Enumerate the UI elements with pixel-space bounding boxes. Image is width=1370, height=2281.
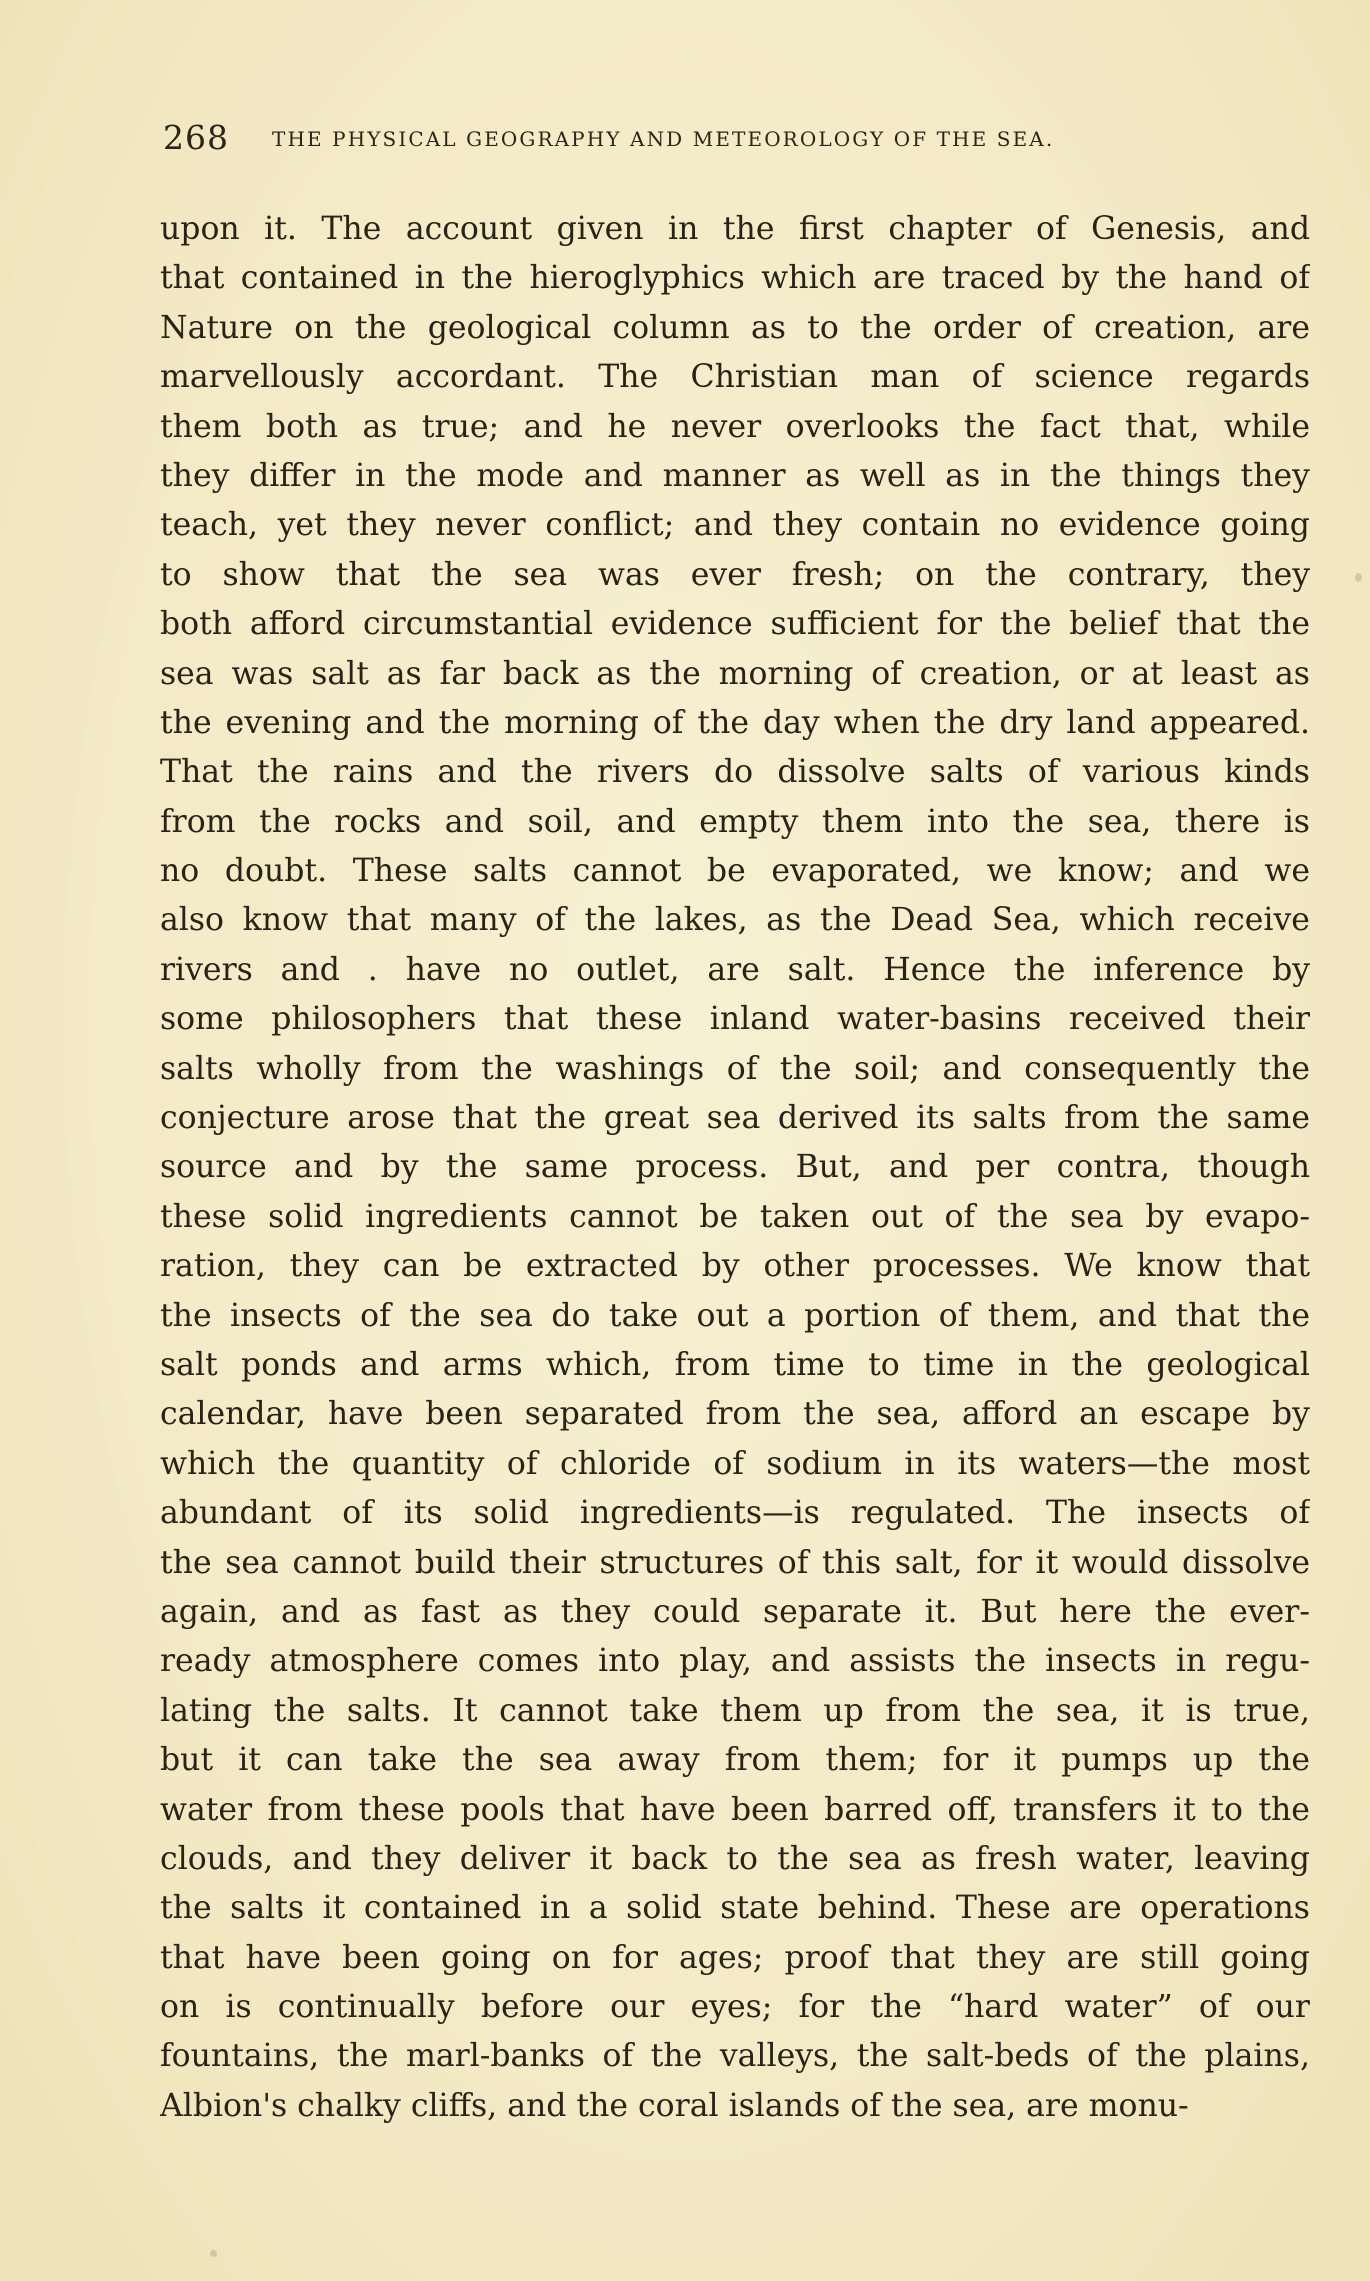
- text-line: [160, 600, 1310, 649]
- text-line-content: they differ in the mode and manner as well as in the things they: [160, 457, 1310, 494]
- text-line-content: abundant of its solid ingredients—is regulated. The insects of: [160, 1495, 1310, 1532]
- text-line-content: salt ponds and arms which, from time to time in the geological: [160, 1346, 1310, 1383]
- text-line-content: Albion's chalky cliffs, and the coral islands of the sea, are monu-: [160, 2087, 1189, 2124]
- text-line: [160, 1094, 1310, 1143]
- text-line: [160, 896, 1310, 945]
- text-line-content: which the quantity of chloride of sodium in its waters—the most: [160, 1445, 1310, 1482]
- text-line: [160, 1736, 1310, 1785]
- text-line-content: the insects of the sea do take out a portion of them, and that the: [160, 1297, 1310, 1334]
- text-line: [160, 1045, 1310, 1094]
- text-line: [160, 1588, 1310, 1637]
- text-line: [160, 1983, 1310, 2032]
- text-line-content: these solid ingredients cannot be taken out of the sea by evapo-: [160, 1198, 1310, 1235]
- text-line: [160, 2032, 1310, 2081]
- text-line: [160, 1341, 1310, 1390]
- text-line-content: but it can take the sea away from them; for it pumps up the: [160, 1742, 1310, 1779]
- text-line-content: source and by the same process. But, and per contra, though: [160, 1149, 1310, 1186]
- text-line: [160, 699, 1310, 748]
- text-line-content: upon it. The account given in the first chapter of Genesis, and: [160, 211, 1310, 247]
- text-line-content: salts wholly from the washings of the soil; and consequently the: [160, 1050, 1310, 1087]
- text-line-content: lating the salts. It cannot take them up from the sea, it is true,: [160, 1692, 1310, 1729]
- text-line-content: ration, they can be extracted by other processes. We know that: [160, 1248, 1310, 1285]
- running-title: THE PHYSICAL GEOGRAPHY AND METEOROLOGY OF THE SEA.: [272, 127, 1055, 151]
- text-line: [160, 1242, 1310, 1291]
- text-line-content: again, and as fast as they could separate it. But here the ever-: [160, 1593, 1310, 1630]
- text-line-content: no doubt. These salts cannot be evaporated, we know; and we: [160, 853, 1310, 890]
- text-line-content: conjecture arose that the great sea derived its salts from the same: [160, 1100, 1310, 1137]
- text-line-content: clouds, and they deliver it back to the sea as fresh water, leaving: [160, 1840, 1310, 1877]
- text-line-content: some philosophers that these inland water-basins received their: [160, 1001, 1310, 1038]
- body-paragraph: [160, 205, 1310, 2131]
- text-line-content: from the rocks and soil, and empty them into the sea, there is: [160, 803, 1310, 840]
- text-line-content: fountains, the marl-banks of the valleys, the salt-beds of the plains,: [160, 2038, 1310, 2075]
- page-header: [163, 118, 1243, 168]
- text-line-content: water from these pools that have been barred off, transfers it to the: [160, 1791, 1310, 1828]
- text-line-content: them both as true; and he never overlooks the fact that, while: [160, 408, 1310, 445]
- text-line-content: Nature on the geological column as to the order of creation, are: [160, 309, 1310, 346]
- text-line: [160, 205, 1310, 254]
- text-line: [160, 2082, 1310, 2131]
- text-line: [160, 353, 1310, 402]
- text-line-content: the salts it contained in a solid state behind. These are operations: [160, 1890, 1310, 1927]
- text-line: [160, 551, 1310, 600]
- page-number: 268: [163, 118, 229, 157]
- text-line: [160, 1786, 1310, 1835]
- text-line: [160, 1292, 1310, 1341]
- text-line-content: the evening and the morning of the day when the dry land appeared.: [160, 704, 1310, 741]
- text-line: [160, 1143, 1310, 1192]
- text-line: [160, 748, 1310, 797]
- text-line: [160, 1440, 1310, 1489]
- text-line: [160, 946, 1310, 995]
- text-line-content: calendar, have been separated from the sea, afford an escape by: [160, 1396, 1310, 1433]
- text-line: [160, 1390, 1310, 1439]
- text-line-content: on is continually before our eyes; for the “hard water” of our: [160, 1989, 1310, 2026]
- text-line: [160, 1489, 1310, 1538]
- page-smudge: [210, 2250, 217, 2257]
- page-smudge: [1355, 573, 1362, 582]
- text-line: [160, 1835, 1310, 1884]
- text-line: [160, 995, 1310, 1044]
- text-line-content: That the rains and the rivers do dissolve salts of various kinds: [160, 754, 1310, 791]
- text-line: [160, 1539, 1310, 1588]
- text-line-content: also know that many of the lakes, as the Dead Sea, which receive: [160, 902, 1310, 939]
- text-line-content: teach, yet they never conflict; and they contain no evidence going: [160, 507, 1310, 544]
- text-line: [160, 847, 1310, 896]
- text-line: [160, 304, 1310, 353]
- text-line-content: both afford circumstantial evidence sufficient for the belief that the: [160, 606, 1310, 643]
- text-line-content: that contained in the hieroglyphics which are traced by the hand of: [160, 260, 1310, 297]
- text-line-content: sea was salt as far back as the morning of creation, or at least as: [160, 655, 1310, 692]
- text-line-content: to show that the sea was ever fresh; on the contrary, they: [160, 556, 1310, 593]
- text-line: [160, 1884, 1310, 1933]
- text-line: [160, 650, 1310, 699]
- text-line: [160, 798, 1310, 847]
- text-line: [160, 1687, 1310, 1736]
- text-line: [160, 1934, 1310, 1983]
- text-line: [160, 1637, 1310, 1686]
- text-line: [160, 501, 1310, 550]
- text-line-content: ready atmosphere comes into play, and assists the insects in regu-: [160, 1643, 1310, 1680]
- text-line: [160, 452, 1310, 501]
- text-line-content: that have been going on for ages; proof that they are still going: [160, 1939, 1310, 1976]
- text-line: [160, 1193, 1310, 1242]
- text-line: [160, 403, 1310, 452]
- text-line-content: the sea cannot build their structures of this salt, for it would dissolve: [160, 1544, 1310, 1581]
- text-line-content: rivers and . have no outlet, are salt. Hence the inference by: [160, 951, 1310, 988]
- text-line: [160, 254, 1310, 303]
- text-line-content: marvellously accordant. The Christian man of science regards: [160, 359, 1310, 396]
